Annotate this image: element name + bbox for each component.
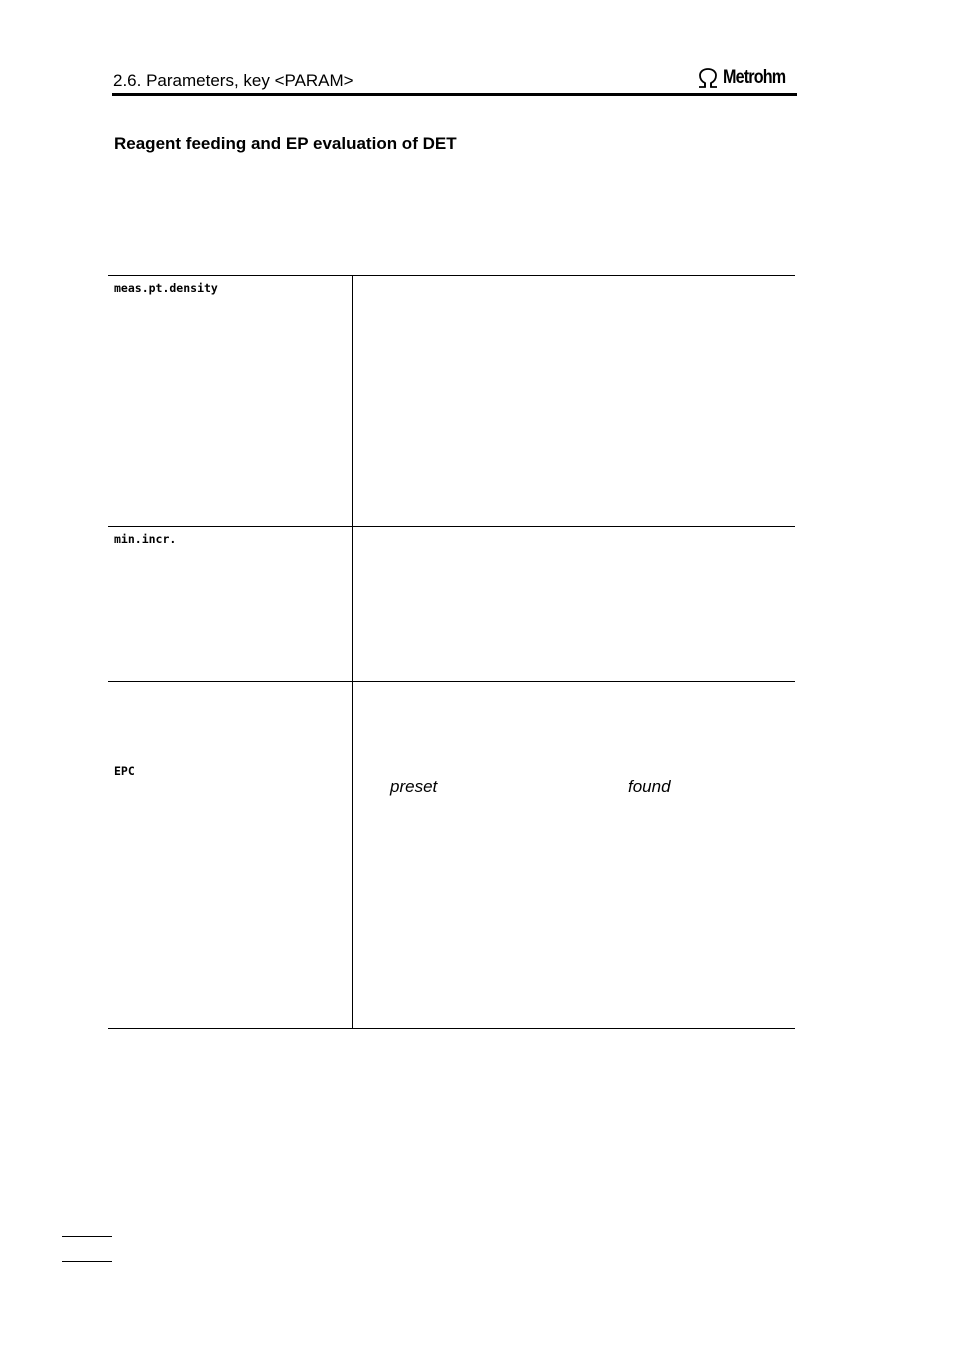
row-divider [108,526,795,527]
table-top-rule [108,275,795,276]
omega-logo-icon [696,67,720,89]
epc-preset-term: preset [390,777,438,796]
param-meas-pt-density: meas.pt.density [114,281,218,295]
footer-rule [62,1261,112,1262]
section-heading: Reagent feeding and EP evaluation of DET [114,134,457,153]
page-header-title: 2.6. Parameters, key <PARAM> [113,71,354,90]
epc-found-term: found [628,777,671,796]
brand-name: Metrohm [723,67,786,88]
column-divider [352,275,353,1029]
header-rule [112,93,797,96]
table-bottom-rule [108,1028,795,1029]
metrohm-logo [696,66,796,90]
row-divider [108,681,795,682]
footer-rule [62,1236,112,1237]
param-min-incr: min.incr. [114,532,177,546]
param-epc: EPC [114,764,135,778]
